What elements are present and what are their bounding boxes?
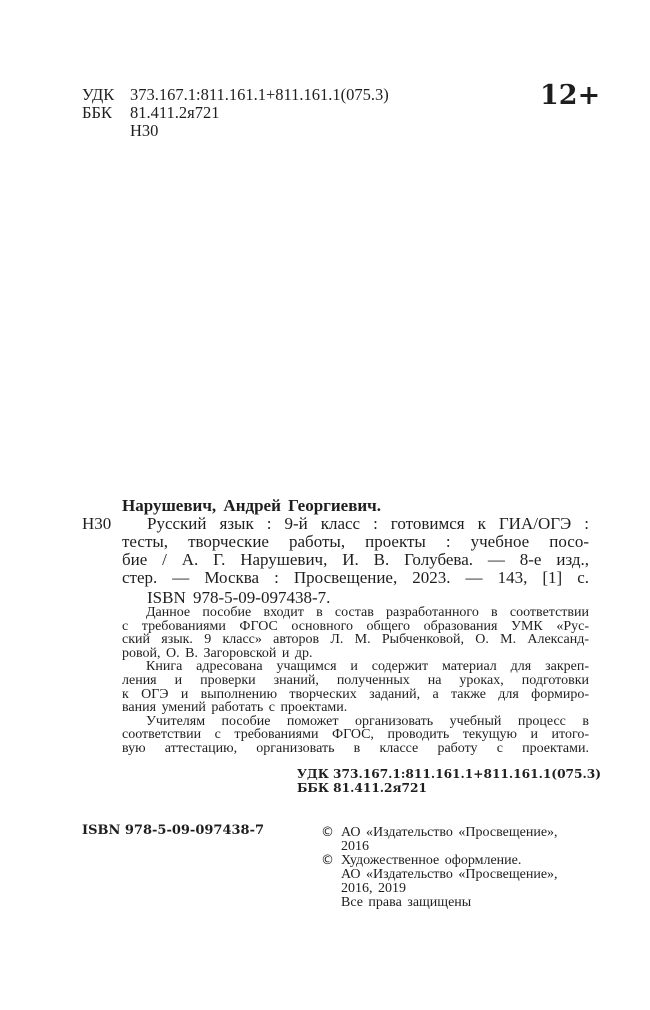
copyright-2-line-3: 2016, 2019 [341, 881, 406, 896]
record-title-line-3: бие / А. Г. Нарушевич, И. В. Голубева. — 8-е изд., [122, 550, 589, 569]
footer-bbk: ББК 81.411.2я721 [297, 781, 427, 795]
annotation-p2-line-3: к ОГЭ и выполнению творческих заданий, а также для формиро- [122, 687, 589, 702]
record-author-sign: Н30 [82, 514, 112, 533]
copyright-2-line-2: АО «Издательство «Просвещение», [341, 867, 558, 882]
annotation-p1-line-1: Данное пособие входит в состав разработанного в соответствии [146, 605, 589, 620]
copyright-icon: © [321, 853, 334, 868]
annotation-p2-line-2: ления и проверки знаний, полученных на уроках, подготовки [122, 673, 589, 688]
copyright-2-line-1: Художественное оформление. [341, 853, 522, 868]
annotation-p2-line-1: Книга адресована учащимся и содержит материал для закреп- [146, 659, 589, 674]
record-title-line-1: Русский язык : 9-й класс : готовимся к ГИА/ОГЭ : [147, 514, 589, 533]
annotation-p3-line-1: Учителям пособие поможет организовать учебный процесс в [146, 714, 589, 729]
footer-udk: УДК 373.167.1:811.161.1+811.161.1(075.3) [297, 767, 602, 781]
bbk-label: ББК [82, 103, 112, 122]
record-isbn: ISBN 978-5-09-097438-7. [147, 588, 331, 607]
classification-block [82, 86, 389, 140]
annotation-p1-line-3: ский язык. 9 класс» авторов Л. М. Рыбченковой, О. М. Александ- [122, 632, 589, 647]
bbk-value: 81.411.2я721 [130, 103, 220, 122]
author-sign-line [82, 122, 389, 140]
annotation-p2-line-4: вания умений работать с проектами. [122, 700, 348, 715]
author-heading: Нарушевич, Андрей Георгиевич. [122, 496, 382, 515]
copyright-1-line-2: 2016 [341, 839, 369, 854]
annotation-p3-line-3: вую аттестацию, организовать в классе работу с проектами. [122, 741, 589, 756]
annotation-p3-line-2: соответствии с требованиями ФГОС, проводить текущую и итого- [122, 727, 589, 742]
author-sign: Н30 [130, 121, 159, 140]
footer-isbn: ISBN 978-5-09-097438-7 [82, 823, 265, 838]
copyright-2-line-4: Все права защищены [341, 895, 472, 910]
udk-value: 373.167.1:811.161.1+811.161.1(075.3) [130, 85, 389, 104]
copyright-1-line-1: АО «Издательство «Просвещение», [341, 825, 558, 840]
bbk-line [82, 104, 389, 122]
udk-label: УДК [82, 85, 115, 104]
record-title-line-4: стер. — Москва : Просвещение, 2023. — 143, [1] с. [122, 568, 589, 587]
record-title-line-2: тесты, творческие работы, проекты : учебное посо- [122, 532, 589, 551]
annotation-p1-line-4: ровой, О. В. Загоровской и др. [122, 646, 313, 661]
age-rating: 12+ [540, 80, 601, 111]
udk-line [82, 86, 389, 104]
annotation-p1-line-2: с требованиями ФГОС основного общего образования УМК «Рус- [122, 619, 589, 634]
copyright-icon: © [321, 825, 334, 840]
